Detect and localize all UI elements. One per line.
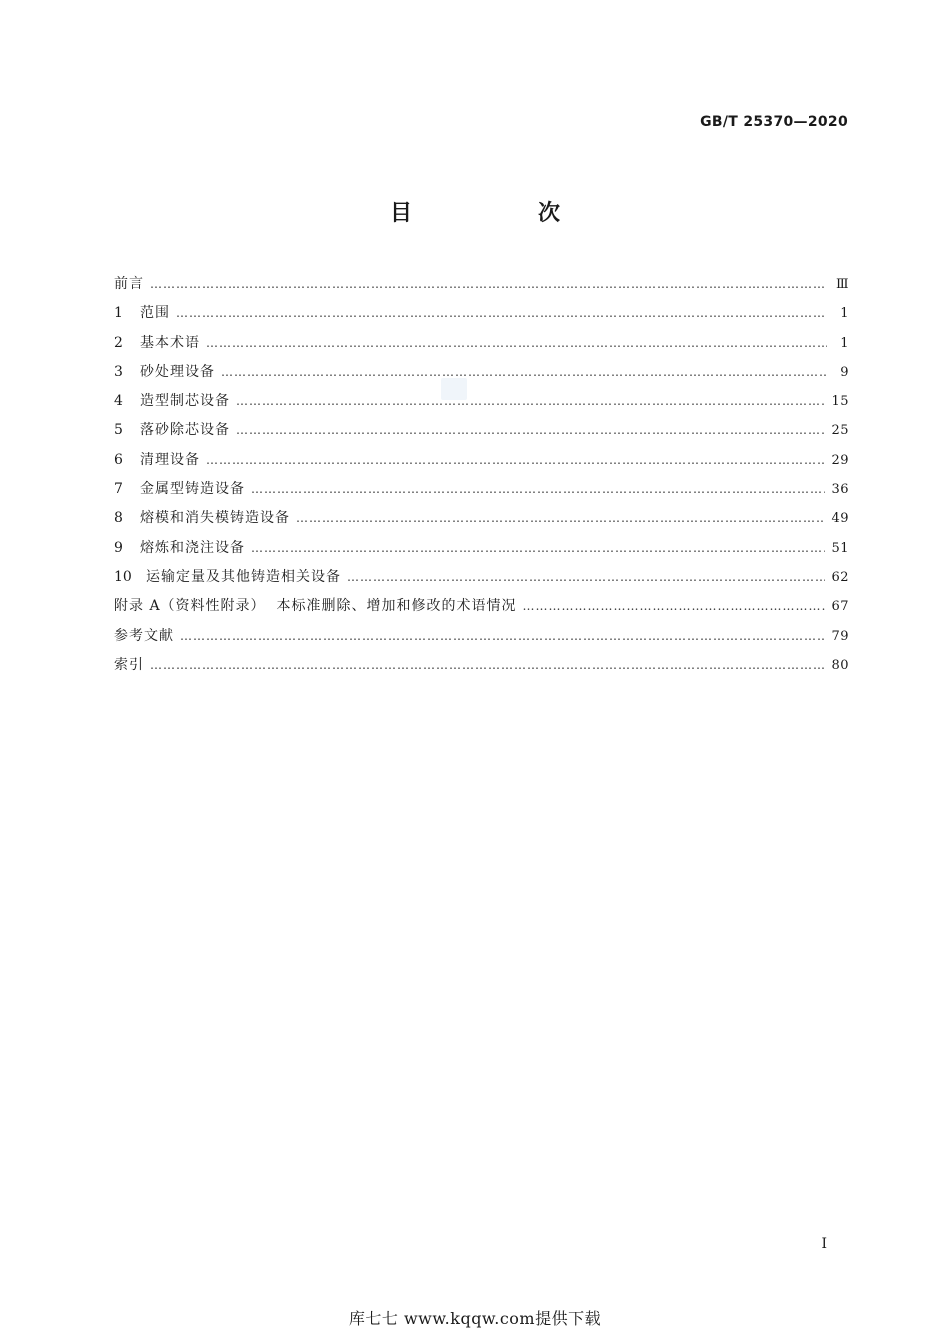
toc-leader-dots xyxy=(296,504,825,533)
page-number: I xyxy=(821,1236,827,1252)
toc-entry-page: 9 xyxy=(840,364,849,380)
toc-entry-page: 51 xyxy=(831,540,849,556)
toc-entry-page: Ⅲ xyxy=(835,277,849,292)
toc-entry-label: 熔模和消失模铸造设备 xyxy=(140,510,290,527)
toc-entry-10[interactable] xyxy=(114,563,849,592)
toc-entry-page: 29 xyxy=(831,452,849,468)
toc-entry-9[interactable] xyxy=(114,534,849,563)
toc-entry-page: 80 xyxy=(831,657,849,673)
toc-entry-number: 1 xyxy=(114,305,123,322)
toc-entry-page: 15 xyxy=(831,394,849,410)
toc-entry-number: 2 xyxy=(114,334,123,351)
toc-leader-dots xyxy=(206,446,825,475)
toc-leader-dots xyxy=(251,475,825,504)
table-of-contents xyxy=(114,270,849,680)
toc-entry-page: 1 xyxy=(840,335,849,351)
toc-entry-label: 落砂除芯设备 xyxy=(140,422,230,439)
toc-entry-label: 砂处理设备 xyxy=(140,363,215,380)
toc-entry-index[interactable] xyxy=(114,651,849,680)
standard-code: GB/T 25370—2020 xyxy=(700,114,848,130)
toc-entry-label: 金属型铸造设备 xyxy=(140,481,245,498)
toc-entry-page: 36 xyxy=(831,482,849,498)
toc-entry-5[interactable] xyxy=(114,416,849,445)
toc-entry-references[interactable] xyxy=(114,622,849,651)
toc-entry-label: 运输定量及其他铸造相关设备 xyxy=(146,568,341,585)
toc-leader-dots xyxy=(251,534,825,563)
toc-entry-label: 前言 xyxy=(114,276,144,292)
toc-entry-page: 67 xyxy=(831,599,849,615)
toc-entry-page: 79 xyxy=(831,628,849,644)
toc-entry-page: 62 xyxy=(831,569,849,585)
download-footer-text: 库七七 www.kqqw.com提供下载 xyxy=(348,1309,602,1328)
toc-entry-number: 4 xyxy=(114,393,123,410)
toc-entry-label: 熔炼和浇注设备 xyxy=(140,539,245,556)
toc-entry-number: 8 xyxy=(114,510,123,527)
toc-leader-dots xyxy=(347,563,825,592)
toc-entry-label: 索引 xyxy=(114,656,144,673)
toc-leader-dots xyxy=(236,387,825,416)
toc-entry-1[interactable] xyxy=(114,299,849,328)
toc-entry-page: 25 xyxy=(831,423,849,439)
toc-entry-label: 附录 A（资料性附录） 本标准删除、增加和修改的术语情况 xyxy=(114,598,517,615)
toc-leader-dots xyxy=(180,622,825,651)
toc-leader-dots xyxy=(176,299,827,328)
toc-entry-page: 49 xyxy=(831,511,849,527)
toc-entry-2[interactable] xyxy=(114,329,849,358)
toc-entry-8[interactable] xyxy=(114,504,849,533)
toc-leader-dots xyxy=(236,416,825,445)
toc-entry-foreword[interactable] xyxy=(114,270,849,299)
toc-leader-dots xyxy=(221,358,827,387)
toc-entry-label: 参考文献 xyxy=(114,627,174,644)
toc-entry-3[interactable] xyxy=(114,358,849,387)
toc-entry-appendix-a[interactable] xyxy=(114,592,849,621)
toc-entry-number: 5 xyxy=(114,422,123,439)
toc-entry-number: 9 xyxy=(114,539,123,556)
toc-entry-label: 基本术语 xyxy=(140,334,200,351)
toc-entry-label: 清理设备 xyxy=(140,451,200,468)
page-title: 目 次 xyxy=(389,201,612,226)
toc-entry-label: 造型制芯设备 xyxy=(140,393,230,410)
toc-leader-dots xyxy=(206,329,827,358)
toc-entry-6[interactable] xyxy=(114,446,849,475)
toc-entry-number: 6 xyxy=(114,451,123,468)
toc-entry-7[interactable] xyxy=(114,475,849,504)
toc-leader-dots xyxy=(522,592,825,621)
toc-entry-page: 1 xyxy=(840,306,849,322)
toc-entry-label: 范围 xyxy=(140,305,170,322)
toc-leader-dots xyxy=(150,651,825,680)
toc-entry-number: 10 xyxy=(114,568,132,585)
toc-entry-number: 7 xyxy=(114,481,123,498)
toc-leader-dots xyxy=(150,270,827,299)
toc-entry-4[interactable] xyxy=(114,387,849,416)
toc-entry-number: 3 xyxy=(114,363,123,380)
